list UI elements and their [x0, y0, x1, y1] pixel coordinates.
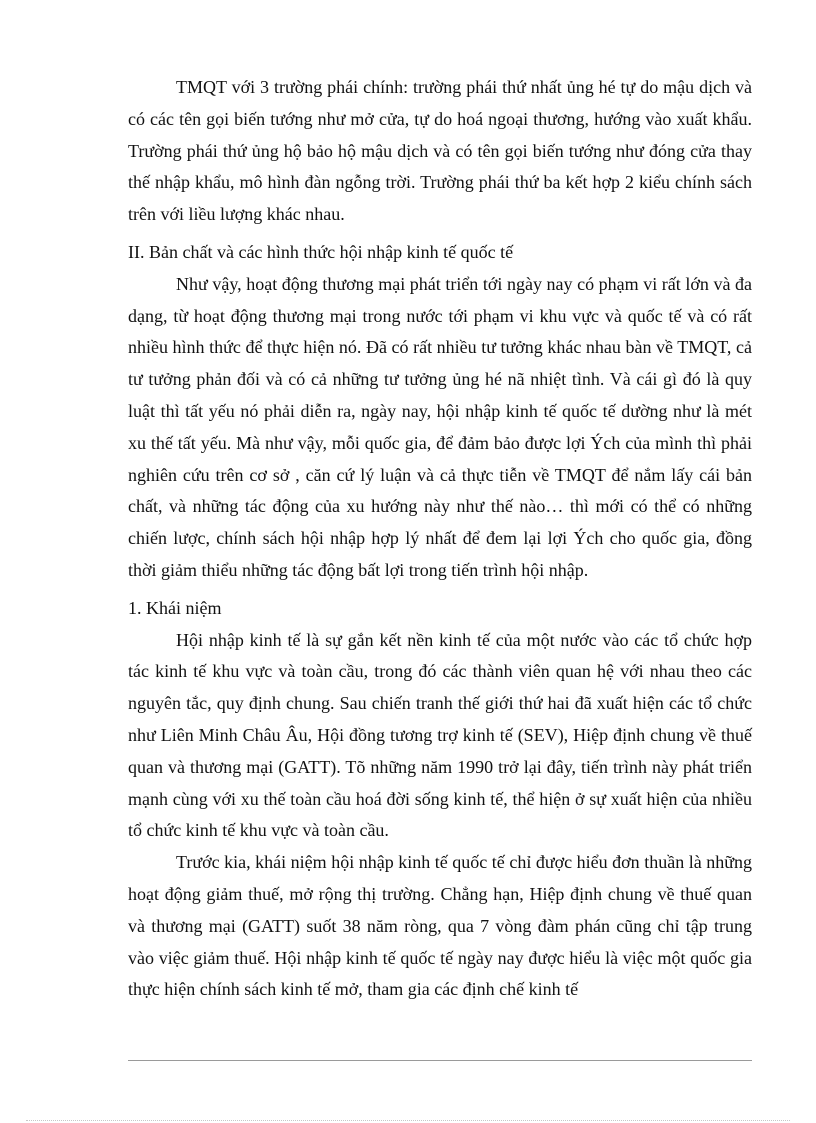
paragraph-integration-nature: Như vậy, hoạt động thương mại phát triển tới ngày nay có phạm vi rất lớn và đa dạng, từ hoạt động thương mại trong nước tới phạm vi khu vực và quốc tế và có rất nhiều hình thức để thực hiện nó. Đã có rất nhiều tư tưởng khác nhau bàn về TMQT, cả tư tưởng phản đối và có cả những tư tưởng ủng hé nã nhiệt tình. Và cái gì đó là quy luật thì tất yếu nó phải diễn ra, ngày nay, hội nhập kinh tế quốc tế dường như là mét xu thế tất yếu. Mà như vậy, mỗi quốc gia, để đảm bảo được lợi Ých của mình thì phải nghiên cứu trên cơ sở , căn cứ lý luận và cả thực tiễn về TMQT để nắm lấy cái bản chất, và những tác động của xu hướng này như thế nào… thì mới có thể có những chiến lược, chính sách hội nhập hợp lý nhất để đem lại lợi Ých cho quốc gia, đồng thời giảm thiểu những tác động bất lợi trong tiến trình hội nhập.	[128, 273, 752, 580]
paragraph-integration-definition: Hội nhập kinh tế là sự gắn kết nền kinh tế của một nước vào các tổ chức hợp tác kinh tế khu vực và toàn cầu, trong đó các thành viên quan hệ với nhau theo các nguyên tắc, quy định chung. Sau chiến tranh thế giới thứ hai đã xuất hiện các tổ chức như Liên Minh Châu Âu, Hội đồng tương trợ kinh tế (SEV), Hiệp định chung về thuế quan và thương mại (GATT). Tõ những năm 1990 trở lại đây, tiến trình này phát triển mạnh cùng với xu thế toàn cầu hoá đời sống kinh tế, thể hiện ở sự xuất hiện của nhiều tổ chức kinh tế khu vực và toàn cầu.	[128, 629, 752, 841]
paragraph-integration-history: Trước kia, khái niệm hội nhập kinh tế quốc tế chỉ được hiểu đơn thuần là những hoạt động giảm thuế, mở rộng thị trường. Chẳng hạn, Hiệp định chung về thuế quan và thương mại (GATT) suốt 38 năm ròng, qua 7 vòng đàm phán cũng chỉ tập trung vào việc giảm thuế. Hội nhập kinh tế quốc tế ngày nay được hiểu là việc một quốc gia thực hiện chính sách kinh tế mở, tham gia các định chế kinh tế	[128, 852, 752, 1000]
footer-divider	[128, 1060, 752, 1061]
page-bottom-edge	[26, 1120, 790, 1121]
subsection-heading-concept: 1. Khái niệm	[128, 597, 222, 618]
section-heading-ii: II. Bản chất và các hình thức hội nhập kinh tế quốc tế	[128, 241, 514, 262]
paragraph-tmqt-schools: TMQT với 3 trường phái chính: trường phái thứ nhất ủng hé tự do mậu dịch và có các tên gọi biến tướng như mở cửa, tự do hoá ngoại thương, hướng vào xuất khẩu. Trường phái thứ ủng hộ bảo hộ mậu dịch và có tên gọi biến tướng như đóng cửa thay thế nhập khẩu, mô hình đàn ngỗng trời. Trường phái thứ ba kết hợp 2 kiểu chính sách trên với liều lượng khác nhau.	[128, 77, 752, 225]
document-body	[128, 72, 752, 1006]
